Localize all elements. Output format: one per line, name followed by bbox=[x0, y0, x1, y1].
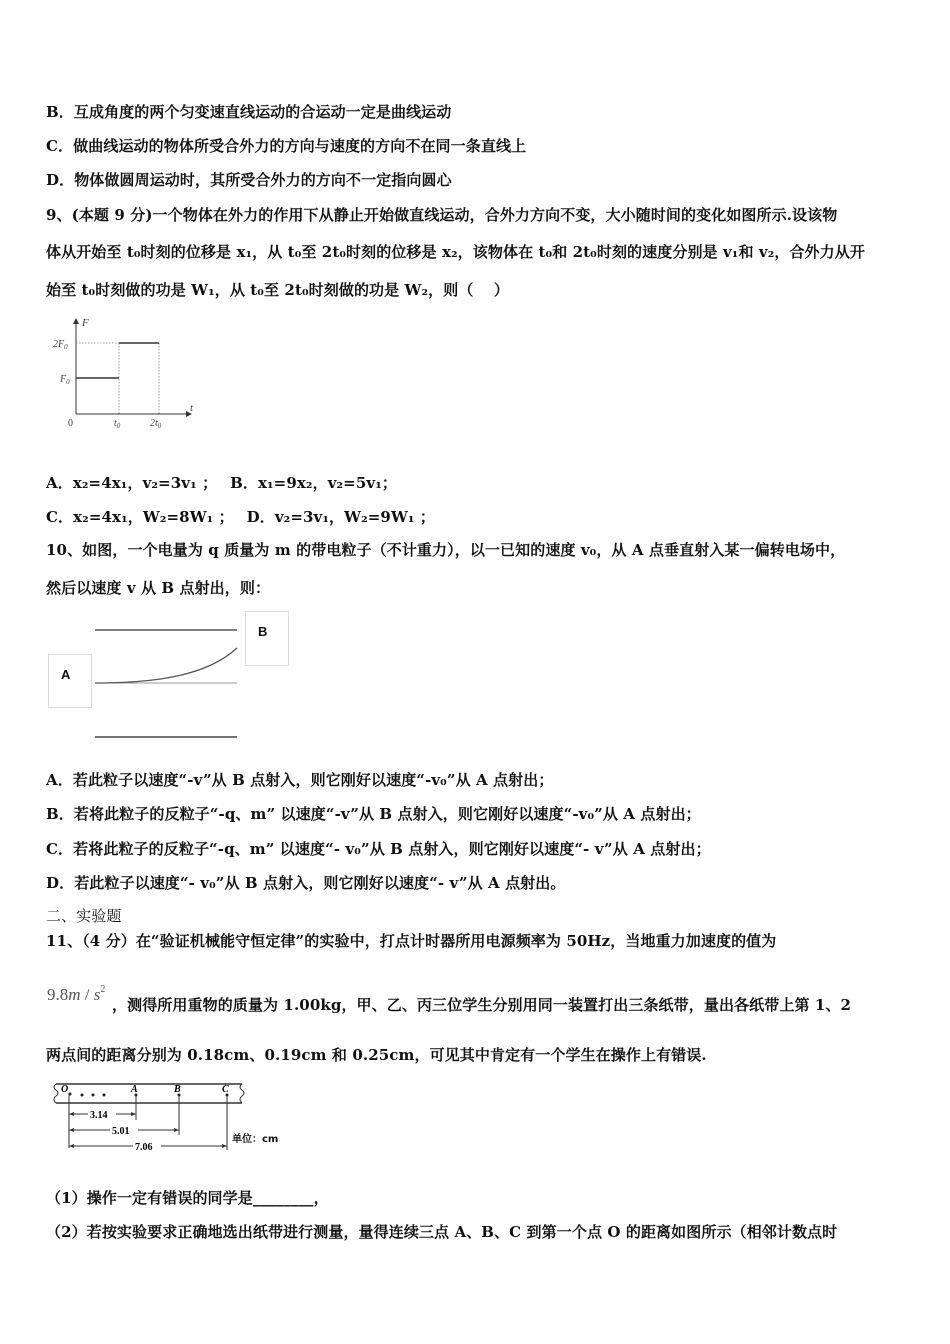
point-a-label: A bbox=[61, 667, 71, 682]
q10-option-d: D．若此粒子以速度“- v₀”从 B 点射入，则它刚好以速度“- v”从 A 点射出。 bbox=[46, 874, 566, 892]
svg-text:7.06: 7.06 bbox=[135, 1142, 153, 1153]
unit-label: 单位：cm bbox=[232, 1134, 279, 1145]
svg-text:t0: $t_0$ bbox=[114, 418, 121, 430]
y-axis-label: F bbox=[82, 317, 89, 329]
svg-text:2t0: $2t_0$ bbox=[150, 418, 162, 430]
unit-s: s bbox=[93, 985, 101, 1004]
deflection-field-diagram bbox=[48, 610, 293, 750]
q9-stem-line2: 体从开始至 t₀时刻的位移是 x₁，从 t₀至 2t₀时刻的位移是 x₂，该物体在 t₀和 2t₀时刻的速度分别是 v₁和 v₂，合外力从开 bbox=[46, 243, 865, 261]
paper-tape-diagram bbox=[46, 1080, 286, 1160]
q8-option-c: C．做曲线运动的物体所受合外力的方向与速度的方向不在同一条直线上 bbox=[46, 137, 527, 155]
q8-option-d: D．物体做圆周运动时，其所受合外力的方向不一定指向圆心 bbox=[46, 171, 452, 189]
q10-option-a: A．若此粒子以速度“-v”从 B 点射入，则它刚好以速度“-v₀”从 A 点射出； bbox=[46, 771, 554, 789]
point-b-label: B bbox=[258, 624, 268, 639]
q9-options-row2: C．x₂=4x₁，W₂=8W₁ ； D．v₂=3v₁，W₂=9W₁ ； bbox=[46, 508, 435, 526]
point-b-label-box bbox=[245, 611, 289, 666]
svg-text:F0: $F_0$ bbox=[60, 374, 70, 386]
svg-text:0: 0 bbox=[68, 418, 73, 429]
q9-stem-line3: 始至 t₀时刻做的功是 W₁，从 t₀至 2t₀时刻做的功是 W₂，则（ ） bbox=[46, 281, 509, 299]
force-time-graph bbox=[50, 314, 200, 434]
gravity-number: 9.8 bbox=[47, 985, 69, 1004]
point-a-label-box bbox=[48, 654, 92, 708]
svg-text:C: C bbox=[222, 1084, 229, 1095]
q10-option-c: C．若将此粒子的反粒子“-q、m” 以速度“- v₀”从 B 点射入，则它刚好以速度“- v”从 A 点射出； bbox=[46, 840, 711, 858]
unit-slash: / bbox=[80, 985, 94, 1004]
q9-stem-line1: 9、(本题 9 分)一个物体在外力的作用下从静止开始做直线运动，合外力方向不变，大小随时间的变化如图所示.设该物 bbox=[46, 206, 838, 224]
q9-options-row1: A．x₂=4x₁，v₂=3v₁ ； B．x₁=9x₂，v₂=5v₁； bbox=[46, 474, 397, 492]
q10-stem-line2: 然后以速度 v 从 B 点射出，则： bbox=[46, 579, 271, 597]
q11-subquestion-1: （1）操作一定有错误的同学是________， bbox=[46, 1189, 329, 1207]
section-heading-experiment: 二、实验题 bbox=[46, 907, 122, 925]
q10-option-b: B．若将此粒子的反粒子“-q、m” 以速度“-v”从 B 点射入，则它刚好以速度“-v₀”从 A 点射出； bbox=[46, 805, 701, 823]
svg-text:O: O bbox=[61, 1084, 69, 1095]
unit-exponent: 2 bbox=[100, 984, 106, 995]
svg-text:3.14: 3.14 bbox=[90, 1110, 108, 1121]
gravity-value-formula bbox=[47, 985, 105, 1005]
unit-m: m bbox=[68, 985, 81, 1004]
q8-option-b: B．互成角度的两个匀变速直线运动的合运动一定是曲线运动 bbox=[46, 103, 452, 121]
q10-stem-line1: 10、如图，一个电量为 q 质量为 m 的带电粒子（不计重力），以一已知的速度 v₀，从 A 点垂直射入某一偏转电场中， bbox=[46, 541, 846, 559]
svg-text:2F0: $2F_0$ bbox=[53, 339, 68, 351]
svg-text:A: A bbox=[131, 1084, 138, 1095]
q11-subquestion-2: （2）若按实验要求正确地选出纸带进行测量，量得连续三点 A、B、C 到第一个点 O 的距离如图所示（相邻计数点时 bbox=[46, 1223, 838, 1241]
svg-text:B: B bbox=[174, 1084, 181, 1095]
q11-stem-line1: 11、（4 分）在“验证机械能守恒定律”的实验中，打点计时器所用电源频率为 50Hz，当地重力加速度的值为 bbox=[46, 932, 777, 950]
x-axis-label: t bbox=[190, 402, 194, 414]
q11-stem-line3: 两点间的距离分别为 0.18cm、0.19cm 和 0.25cm，可见其中肯定有一个学生在操作上有错误. bbox=[46, 1046, 707, 1064]
q11-stem-line2: ，测得所用重物的质量为 1.00kg，甲、乙、丙三位学生分别用同一装置打出三条纸带，量出各纸带上第 1、2 bbox=[112, 996, 852, 1014]
svg-text:5.01: 5.01 bbox=[112, 1126, 130, 1137]
